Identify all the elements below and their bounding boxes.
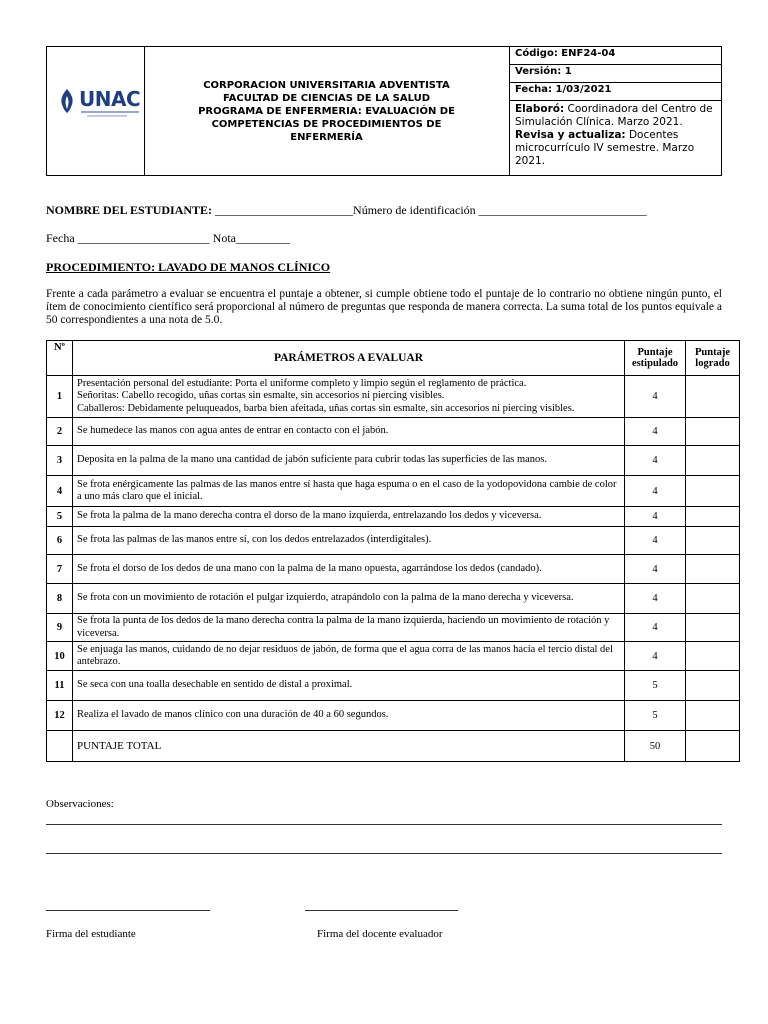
table-row xyxy=(47,418,740,446)
row-achieved-score[interactable] xyxy=(686,476,740,507)
row-number: 2 xyxy=(47,418,73,446)
row-stipulated-score: 4 xyxy=(625,418,686,446)
date-grade-row xyxy=(46,231,290,246)
firma-estudiante: Firma del estudiante xyxy=(46,928,136,940)
document-header xyxy=(46,46,722,176)
institution-title xyxy=(144,47,510,175)
row-number: 9 xyxy=(47,614,73,642)
row-parameter: Realiza el lavado de manos clínico con una duración de 40 a 60 segundos. xyxy=(73,701,625,731)
revisa-label: Revisa y actualiza: xyxy=(515,129,626,141)
row-stipulated-score: 5 xyxy=(625,701,686,731)
id-field[interactable]: ____________________________ xyxy=(478,203,647,217)
evaluator-signature-line[interactable] xyxy=(305,910,458,911)
row-stipulated-score: 4 xyxy=(625,555,686,584)
nota-label: Nota xyxy=(212,231,236,245)
row-stipulated-score: 5 xyxy=(625,671,686,701)
table-row xyxy=(47,584,740,614)
total-label: PUNTAJE TOTAL xyxy=(73,731,625,762)
revisa-text: Docentes microcurrículo IV semestre. Marzo 2021. xyxy=(515,129,695,167)
row-number: 5 xyxy=(47,507,73,527)
row-parameter: Presentación personal del estudiante: Porta el uniforme completo y limpio según el reglamento de práctica. Señoritas: Cabello recogido, uñas cortas sin esmalte, sin accesorios ni piercing visibles. Caballeros: Debidamente peluqueados, barba bien afeitada, uñas cortas sin esmalte, sin accesorios ni piercing visibles. xyxy=(73,376,625,418)
evaluation-table xyxy=(46,340,740,762)
student-signature-line[interactable] xyxy=(46,910,210,911)
table-row xyxy=(47,476,740,507)
title-line: PROGRAMA DE ENFERMERIA: EVALUACIÓN DE xyxy=(198,105,455,117)
table-row xyxy=(47,555,740,584)
row-number: 10 xyxy=(47,642,73,671)
fecha-label: Fecha xyxy=(46,231,78,245)
table-row xyxy=(47,376,740,418)
title-line: COMPETENCIAS DE PROCEDIMIENTOS DE xyxy=(211,118,442,130)
col-stipulated: Puntaje estipulado xyxy=(625,341,686,376)
authorship xyxy=(510,101,721,170)
logo-tagline-2 xyxy=(87,115,127,117)
total-row xyxy=(47,731,740,762)
fecha: Fecha: 1/03/2021 xyxy=(510,83,721,101)
logo-cell xyxy=(47,47,145,175)
version: Versión: 1 xyxy=(510,65,721,83)
table-row xyxy=(47,701,740,731)
nombre-field[interactable]: _______________________ xyxy=(215,203,354,217)
firma-docente: Firma del docente evaluador xyxy=(317,928,443,940)
row-achieved-score[interactable] xyxy=(686,584,740,614)
row-achieved-score[interactable] xyxy=(686,376,740,418)
row-stipulated-score: 4 xyxy=(625,446,686,476)
procedure-title: PROCEDIMIENTO: LAVADO DE MANOS CLÍNICO xyxy=(46,260,331,274)
row-number: 7 xyxy=(47,555,73,584)
elaboro-text: Coordinadora del Centro de Simulación Clínica. Marzo 2021. xyxy=(515,103,713,128)
row-stipulated-score: 4 xyxy=(625,507,686,527)
row-achieved-score[interactable] xyxy=(686,446,740,476)
row-achieved-score[interactable] xyxy=(686,507,740,527)
row-achieved-score[interactable] xyxy=(686,671,740,701)
row-parameter: Se enjuaga las manos, cuidando de no dejar residuos de jabón, de forma que el agua corra de las manos hacia el tercio distal del antebrazo. xyxy=(73,642,625,671)
title-line: ENFERMERÍA xyxy=(290,131,363,143)
document-meta xyxy=(510,47,721,175)
row-stipulated-score: 4 xyxy=(625,614,686,642)
row-number: 1 xyxy=(47,376,73,418)
observaciones-line-1[interactable] xyxy=(46,824,722,825)
table-row xyxy=(47,614,740,642)
col-param: PARÁMETROS A EVALUAR xyxy=(73,341,625,376)
flame-icon xyxy=(57,87,77,115)
row-parameter: Se frota el dorso de los dedos de una mano con la palma de la mano opuesta, agarrándose los dedos (candado). xyxy=(73,555,625,584)
row-number: 4 xyxy=(47,476,73,507)
observaciones-line-2[interactable] xyxy=(46,853,722,854)
row-stipulated-score: 4 xyxy=(625,476,686,507)
row-achieved-score[interactable] xyxy=(686,642,740,671)
row-stipulated-score: 4 xyxy=(625,527,686,555)
row-number: 3 xyxy=(47,446,73,476)
row-number: 11 xyxy=(47,671,73,701)
row-parameter: Se seca con una toalla desechable en sentido de distal a proximal. xyxy=(73,671,625,701)
row-achieved-score[interactable] xyxy=(686,527,740,555)
col-achieved: Puntaje logrado xyxy=(686,341,740,376)
col-num: Nº xyxy=(47,341,73,376)
logo-text: UNAC xyxy=(79,87,141,111)
row-parameter: Se frota enérgicamente las palmas de las manos entre sí hasta que haga espuma o en el caso de la yodopovidona cambie de color a uno más claro que el inicial. xyxy=(73,476,625,507)
total-stipulated: 50 xyxy=(625,731,686,762)
row-achieved-score[interactable] xyxy=(686,555,740,584)
row-achieved-score[interactable] xyxy=(686,418,740,446)
instructions: Frente a cada parámetro a evaluar se encuentra el puntaje a obtener, si cumple obtiene todo el puntaje de lo contrario no obtiene ningún punto, el ítem de conocimiento científico será proporcional al número de preguntas que responda de manera correcta. La suma total de los puntos equivale a 50 correspondientes a una nota de 5.0. xyxy=(46,288,722,326)
row-achieved-score[interactable] xyxy=(686,614,740,642)
title-line: CORPORACION UNIVERSITARIA ADVENTISTA xyxy=(203,79,450,91)
fecha-field[interactable]: ______________________ xyxy=(77,231,213,245)
table-row xyxy=(47,642,740,671)
unac-logo xyxy=(57,87,141,127)
table-row xyxy=(47,527,740,555)
table-row xyxy=(47,671,740,701)
row-number: 8 xyxy=(47,584,73,614)
logo-tagline xyxy=(81,111,139,113)
codigo: Código: ENF24-04 xyxy=(510,47,721,65)
row-parameter: Deposita en la palma de la mano una cantidad de jabón suficiente para cubrir todas las superficies de las manos. xyxy=(73,446,625,476)
observaciones-label: Observaciones: xyxy=(46,798,114,810)
total-achieved[interactable] xyxy=(686,731,740,762)
elaboro-label: Elaboró: xyxy=(515,103,565,115)
id-label: Número de identificación xyxy=(353,203,479,217)
nombre-label: NOMBRE DEL ESTUDIANTE: xyxy=(46,203,216,217)
row-parameter: Se frota la palma de la mano derecha contra el dorso de la mano izquierda, entrelazando los dedos y viceversa. xyxy=(73,507,625,527)
row-number: 12 xyxy=(47,701,73,731)
row-parameter: Se humedece las manos con agua antes de entrar en contacto con el jabón. xyxy=(73,418,625,446)
table-row xyxy=(47,507,740,527)
student-name-row xyxy=(46,203,647,218)
row-stipulated-score: 4 xyxy=(625,584,686,614)
row-number: 6 xyxy=(47,527,73,555)
row-parameter: Se frota la punta de los dedos de la mano derecha contra la palma de la mano izquierda, haciendo un movimiento de rotación y viceversa. xyxy=(73,614,625,642)
row-parameter: Se frota las palmas de las manos entre sí, con los dedos entrelazados (interdigitales). xyxy=(73,527,625,555)
title-line: FACULTAD DE CIENCIAS DE LA SALUD xyxy=(222,92,431,104)
total-num-cell xyxy=(47,731,73,762)
table-row xyxy=(47,446,740,476)
row-achieved-score[interactable] xyxy=(686,701,740,731)
row-stipulated-score: 4 xyxy=(625,642,686,671)
nota-field[interactable]: _________ xyxy=(235,231,290,245)
table-body xyxy=(47,376,740,762)
row-parameter: Se frota con un movimiento de rotación el pulgar izquierdo, atrapándolo con la palma de la mano derecha y viceversa. xyxy=(73,584,625,614)
row-stipulated-score: 4 xyxy=(625,376,686,418)
